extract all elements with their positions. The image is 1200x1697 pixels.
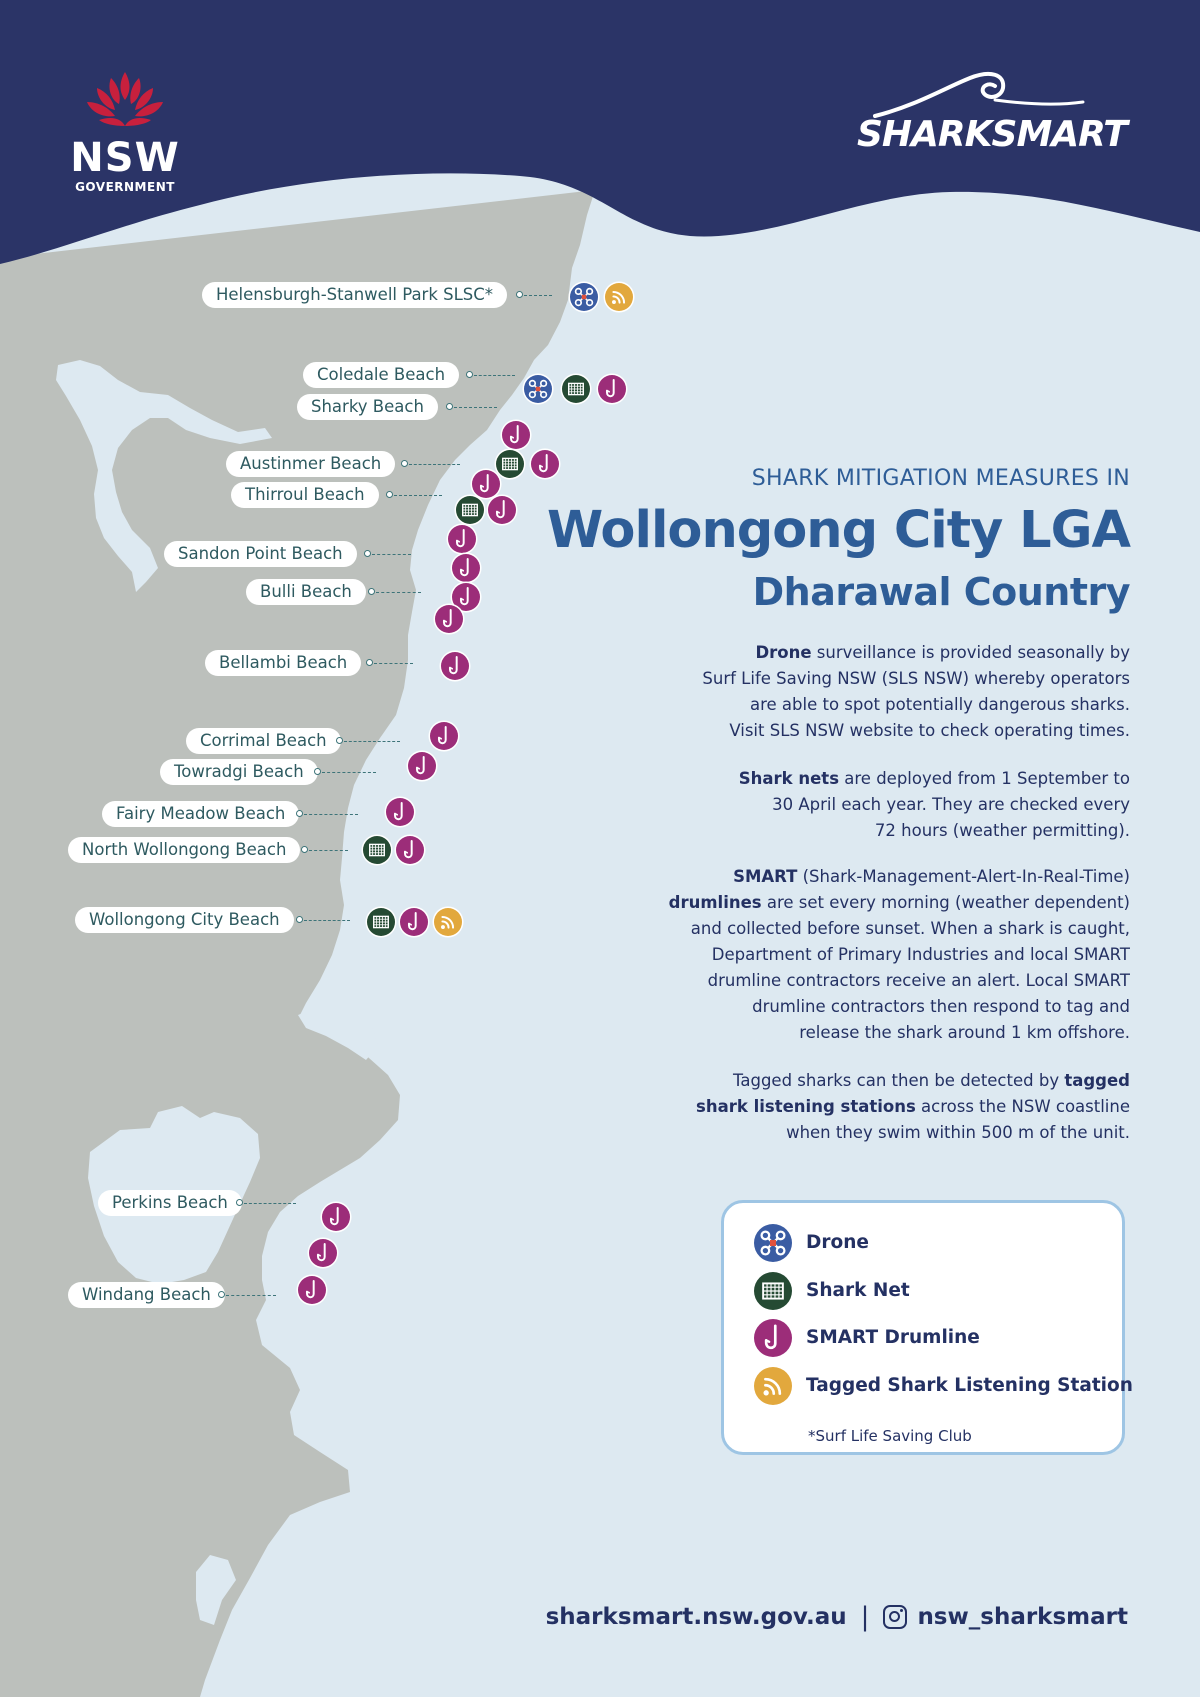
instagram-icon	[883, 1605, 907, 1629]
instagram-handle[interactable]: nsw_sharksmart	[917, 1604, 1128, 1630]
beach-label: Wollongong City Beach	[75, 907, 294, 933]
drumline-icon	[472, 470, 500, 498]
footer-separator: |	[860, 1602, 870, 1632]
leader-line	[409, 464, 460, 465]
legend-item	[754, 1272, 910, 1310]
beach-label: Bulli Beach	[246, 579, 366, 605]
drone-icon	[570, 283, 598, 311]
drumlines-lead: drumlines	[668, 893, 762, 912]
leader-line	[474, 375, 515, 376]
leader-dot	[336, 737, 343, 744]
beach-label: Sandon Point Beach	[164, 541, 357, 567]
leader-dot	[466, 371, 473, 378]
drumline-icon	[309, 1239, 337, 1267]
beach-label: Bellambi Beach	[205, 650, 361, 676]
smart-paragraph	[530, 864, 1130, 1046]
leader-line	[304, 920, 350, 921]
leader-dot	[218, 1291, 225, 1298]
kicker-heading: SHARK MITIGATION MEASURES IN	[751, 466, 1130, 491]
drumline-icon	[400, 908, 428, 936]
leader-dot	[386, 491, 393, 498]
leader-dot	[366, 659, 373, 666]
country-subtitle: Dharawal Country	[752, 570, 1130, 614]
waratah-icon	[85, 70, 165, 130]
legend-item	[754, 1319, 980, 1357]
leader-line	[304, 814, 358, 815]
footer	[546, 1597, 1128, 1637]
drumline-icon	[754, 1319, 792, 1357]
legend-label: Tagged Shark Listening Station	[806, 1374, 1133, 1396]
smart-line: release the shark around 1 km offshore.	[799, 1023, 1130, 1042]
nets-lead: Shark nets	[738, 769, 840, 788]
nets-line: 72 hours (weather permitting).	[874, 821, 1130, 840]
drone-icon	[524, 375, 552, 403]
nets-line: 30 April each year. They are checked every	[772, 795, 1130, 814]
smart-lead: SMART	[733, 867, 798, 886]
smart-line: Department of Primary Industries and local SMART	[711, 945, 1130, 964]
shark-net-icon	[562, 375, 590, 403]
leader-dot	[301, 846, 308, 853]
drumline-icon	[430, 722, 458, 750]
listening-station-icon	[754, 1367, 792, 1405]
tagged-bold: tagged	[1064, 1071, 1130, 1090]
drumline-icon	[322, 1203, 350, 1231]
beach-label: Towradgi Beach	[160, 759, 318, 785]
tagged-line: across the NSW coastline	[915, 1097, 1130, 1116]
drumline-icon	[452, 554, 480, 582]
leader-line	[344, 741, 400, 742]
shark-net-icon	[456, 496, 484, 524]
sharksmart-wordmark: SHARKSMART	[857, 114, 1127, 155]
tagged-line: Tagged sharks can then be detected by	[733, 1071, 1065, 1090]
listening-station-icon	[434, 908, 462, 936]
leader-line	[376, 592, 421, 593]
leader-line	[226, 1295, 276, 1296]
info-panel	[530, 466, 1130, 1146]
leader-dot	[296, 810, 303, 817]
leader-line	[372, 554, 411, 555]
drumline-icon	[435, 605, 463, 633]
listening-stations-bold: shark listening stations	[696, 1097, 916, 1116]
drone-lead: Drone	[755, 643, 812, 662]
smart-line: (Shark-Management-Alert-In-Real-Time)	[797, 867, 1130, 886]
leader-dot	[236, 1199, 243, 1206]
beach-label: Sharky Beach	[297, 394, 438, 420]
drumline-icon	[298, 1276, 326, 1304]
drone-paragraph	[530, 640, 1130, 744]
leader-dot	[446, 403, 453, 410]
leader-dot	[368, 588, 375, 595]
legend-box	[721, 1200, 1133, 1455]
drumline-icon	[408, 752, 436, 780]
leader-dot	[296, 916, 303, 923]
sharksmart-logo	[855, 68, 1135, 158]
beach-label: Coledale Beach	[303, 362, 459, 388]
government-wordmark: GOVERNMENT	[75, 180, 175, 194]
leader-line	[322, 772, 376, 773]
shark-net-icon	[496, 450, 524, 478]
nets-paragraph	[530, 766, 1130, 844]
drumline-icon	[396, 836, 424, 864]
drumline-icon	[386, 798, 414, 826]
beach-label: Fairy Meadow Beach	[102, 801, 299, 827]
shark-net-icon	[754, 1272, 792, 1310]
nsw-government-logo	[70, 70, 180, 194]
legend-label: SMART Drumline	[806, 1327, 980, 1348]
legend-item	[754, 1224, 869, 1262]
beach-label: Windang Beach	[68, 1282, 225, 1308]
smart-line: and collected before sunset. When a shark is caught,	[690, 919, 1130, 938]
tagged-line: when they swim within 500 m of the unit.	[786, 1123, 1130, 1142]
beach-label: Thirroul Beach	[231, 482, 379, 508]
smart-line: are set every morning (weather dependent)	[761, 893, 1130, 912]
shark-net-icon	[367, 908, 395, 936]
shark-net-icon	[363, 836, 391, 864]
drumline-icon	[441, 652, 469, 680]
listening-station-icon	[605, 283, 633, 311]
drumline-icon	[598, 375, 626, 403]
drone-line: Visit SLS NSW website to check operating times.	[729, 721, 1130, 740]
beach-label: Austinmer Beach	[226, 451, 395, 477]
leader-dot	[401, 460, 408, 467]
leader-line	[524, 295, 552, 296]
drumline-icon	[502, 421, 530, 449]
website-link[interactable]: sharksmart.nsw.gov.au	[545, 1604, 847, 1630]
leader-line	[394, 495, 442, 496]
leader-line	[309, 850, 348, 851]
drumline-icon	[448, 525, 476, 553]
leader-line	[244, 1203, 296, 1204]
leader-line	[454, 407, 497, 408]
legend-label: Drone	[806, 1232, 869, 1253]
smart-line: drumline contractors receive an alert. Local SMART	[707, 971, 1130, 990]
beach-label: North Wollongong Beach	[68, 837, 300, 863]
beach-label: Perkins Beach	[98, 1190, 242, 1216]
nets-line: are deployed from 1 September to	[839, 769, 1130, 788]
leader-line	[374, 663, 413, 664]
leader-dot	[314, 768, 321, 775]
legend-label: Shark Net	[806, 1279, 910, 1301]
drone-line: are able to spot potentially dangerous sharks.	[750, 695, 1130, 714]
beach-label: Helensburgh-Stanwell Park SLSC*	[202, 282, 507, 308]
drumline-icon	[488, 496, 516, 524]
nsw-wordmark: NSW	[70, 135, 180, 181]
smart-line: drumline contractors then respond to tag and	[752, 997, 1130, 1016]
drone-icon	[754, 1224, 792, 1262]
drone-line: surveillance is provided seasonally by	[811, 643, 1130, 662]
drone-line: Surf Life Saving NSW (SLS NSW) whereby operators	[702, 669, 1130, 688]
lga-title: Wollongong City LGA	[546, 501, 1130, 560]
legend-item	[754, 1367, 1133, 1405]
leader-dot	[516, 291, 523, 298]
legend-footnote: *Surf Life Saving Club	[808, 1427, 972, 1445]
beach-label: Corrimal Beach	[186, 728, 341, 754]
tagged-paragraph	[530, 1068, 1130, 1146]
leader-dot	[364, 550, 371, 557]
